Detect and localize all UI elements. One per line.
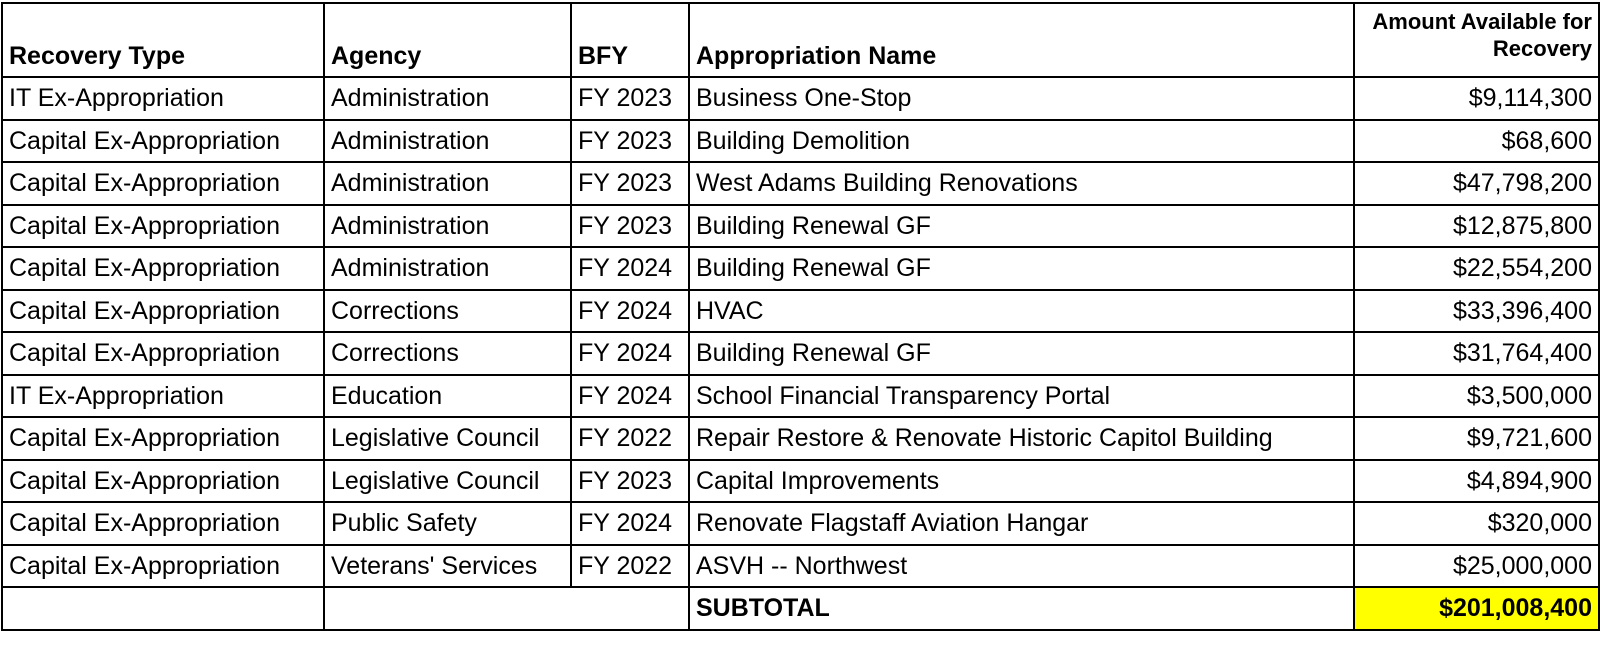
amount-cell: $31,764,400 [1354, 332, 1599, 375]
agency-cell: Administration [324, 77, 571, 120]
bfy-cell: FY 2023 [571, 77, 689, 120]
agency-cell: Corrections [324, 290, 571, 333]
amount-cell: $47,798,200 [1354, 162, 1599, 205]
appropriation-name-cell: Repair Restore & Renovate Historic Capitol Building [689, 417, 1354, 460]
agency-cell: Education [324, 375, 571, 418]
appropriation-name-cell: West Adams Building Renovations [689, 162, 1354, 205]
bfy-cell: FY 2023 [571, 120, 689, 163]
agency-cell: Administration [324, 162, 571, 205]
agency-cell: Corrections [324, 332, 571, 375]
amount-cell: $22,554,200 [1354, 247, 1599, 290]
table-row [2, 120, 1599, 163]
appropriation-name-cell: Building Renewal GF [689, 247, 1354, 290]
bfy-cell: FY 2023 [571, 162, 689, 205]
recovery-type-cell: Capital Ex-Appropriation [2, 460, 324, 503]
table-row [2, 247, 1599, 290]
table-row [2, 545, 1599, 588]
bfy-cell: FY 2024 [571, 375, 689, 418]
appropriation-name-cell: Building Renewal GF [689, 205, 1354, 248]
recovery-type-cell: Capital Ex-Appropriation [2, 162, 324, 205]
recovery-type-cell: IT Ex-Appropriation [2, 375, 324, 418]
appropriation-name-cell: Building Renewal GF [689, 332, 1354, 375]
bfy-cell: FY 2023 [571, 460, 689, 503]
amount-cell: $320,000 [1354, 502, 1599, 545]
bfy-cell: FY 2024 [571, 332, 689, 375]
amount-cell: $9,721,600 [1354, 417, 1599, 460]
recovery-type-cell: Capital Ex-Appropriation [2, 545, 324, 588]
table-row [2, 417, 1599, 460]
column-header-amount: Amount Available for Recovery [1354, 3, 1599, 77]
column-header-recovery-type: Recovery Type [2, 3, 324, 77]
column-header-bfy: BFY [571, 3, 689, 77]
amount-cell: $12,875,800 [1354, 205, 1599, 248]
recovery-type-cell: Capital Ex-Appropriation [2, 290, 324, 333]
appropriation-name-cell: ASVH -- Northwest [689, 545, 1354, 588]
amount-cell: $9,114,300 [1354, 77, 1599, 120]
amount-cell: $3,500,000 [1354, 375, 1599, 418]
recovery-type-cell: Capital Ex-Appropriation [2, 120, 324, 163]
header-row [2, 3, 1599, 77]
appropriation-name-cell: Renovate Flagstaff Aviation Hangar [689, 502, 1354, 545]
subtotal-empty-cell [324, 587, 689, 630]
subtotal-value: $201,008,400 [1354, 587, 1599, 630]
amount-cell: $68,600 [1354, 120, 1599, 163]
table-row [2, 460, 1599, 503]
bfy-cell: FY 2022 [571, 417, 689, 460]
appropriation-name-cell: HVAC [689, 290, 1354, 333]
recovery-type-cell: Capital Ex-Appropriation [2, 502, 324, 545]
bfy-cell: FY 2023 [571, 205, 689, 248]
table-body [2, 77, 1599, 587]
bfy-cell: FY 2024 [571, 502, 689, 545]
amount-cell: $25,000,000 [1354, 545, 1599, 588]
appropriation-name-cell: Capital Improvements [689, 460, 1354, 503]
appropriation-name-cell: Building Demolition [689, 120, 1354, 163]
recovery-table [1, 2, 1600, 631]
subtotal-label: SUBTOTAL [689, 587, 1354, 630]
bfy-cell: FY 2024 [571, 247, 689, 290]
bfy-cell: FY 2024 [571, 290, 689, 333]
agency-cell: Administration [324, 205, 571, 248]
amount-cell: $4,894,900 [1354, 460, 1599, 503]
recovery-type-cell: Capital Ex-Appropriation [2, 332, 324, 375]
agency-cell: Legislative Council [324, 460, 571, 503]
agency-cell: Administration [324, 120, 571, 163]
agency-cell: Legislative Council [324, 417, 571, 460]
amount-cell: $33,396,400 [1354, 290, 1599, 333]
bfy-cell: FY 2022 [571, 545, 689, 588]
subtotal-row [2, 587, 1599, 630]
table-row [2, 332, 1599, 375]
table-row [2, 205, 1599, 248]
table-row [2, 162, 1599, 205]
agency-cell: Public Safety [324, 502, 571, 545]
column-header-appropriation-name: Appropriation Name [689, 3, 1354, 77]
table-row [2, 77, 1599, 120]
recovery-type-cell: Capital Ex-Appropriation [2, 417, 324, 460]
agency-cell: Veterans' Services [324, 545, 571, 588]
recovery-type-cell: Capital Ex-Appropriation [2, 247, 324, 290]
agency-cell: Administration [324, 247, 571, 290]
appropriation-name-cell: Business One-Stop [689, 77, 1354, 120]
appropriation-name-cell: School Financial Transparency Portal [689, 375, 1354, 418]
recovery-type-cell: Capital Ex-Appropriation [2, 205, 324, 248]
column-header-agency: Agency [324, 3, 571, 77]
table-row [2, 375, 1599, 418]
recovery-type-cell: IT Ex-Appropriation [2, 77, 324, 120]
subtotal-empty-cell [2, 587, 324, 630]
table-row [2, 502, 1599, 545]
table-row [2, 290, 1599, 333]
